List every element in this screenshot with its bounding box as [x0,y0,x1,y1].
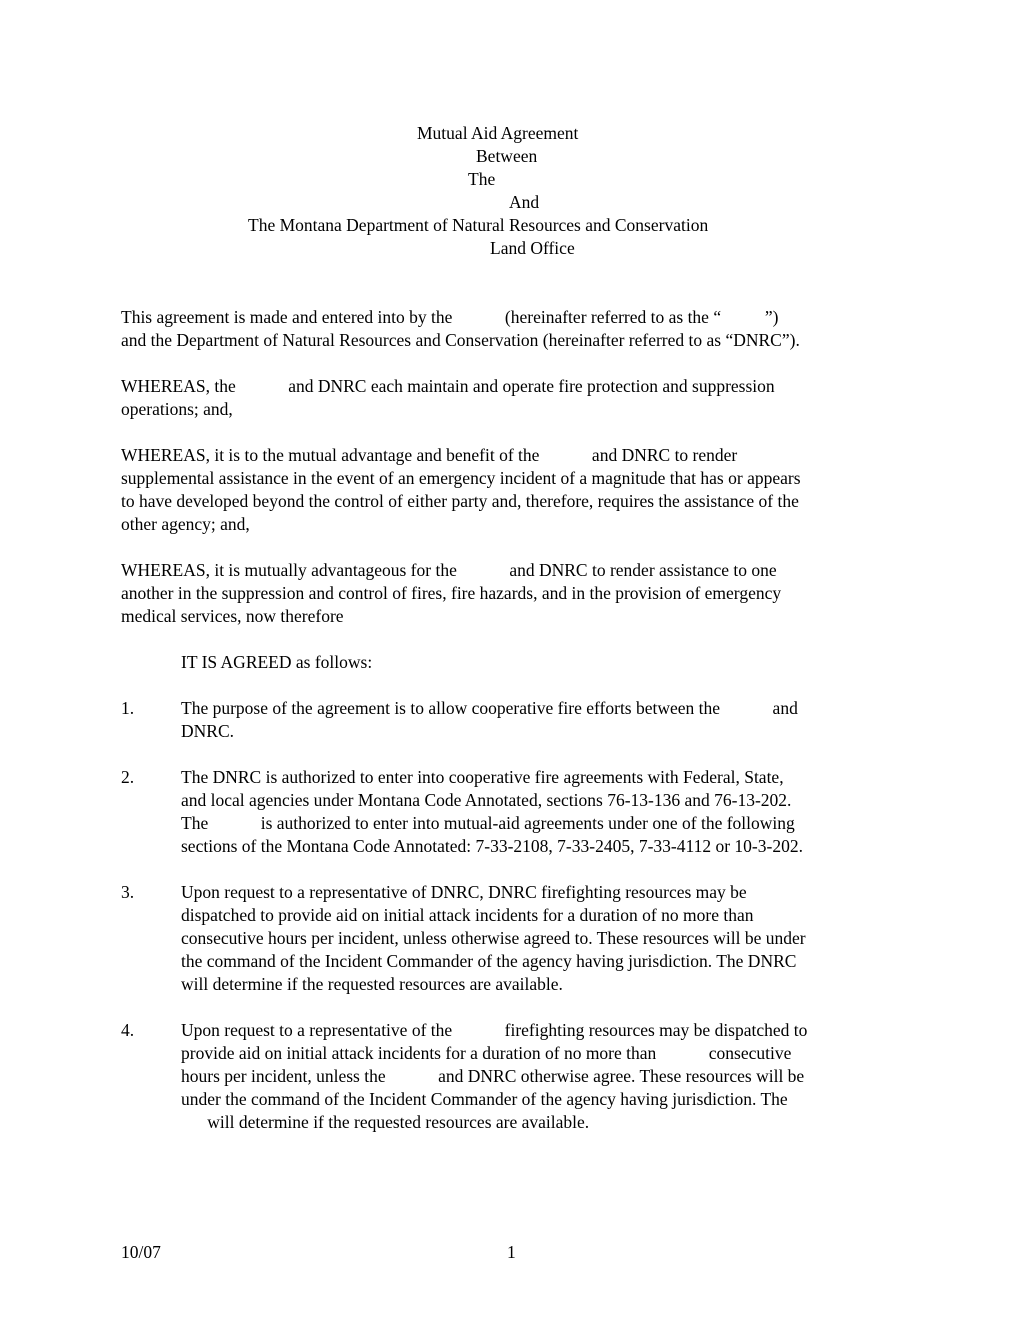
item-number: 1. [121,698,135,718]
item-text-line: Upon request to a representative of the firefighting resources may be dispatched to [181,1020,808,1040]
title-line-3: The [468,169,496,189]
whereas-paragraph-line: another in the suppression and control of fires, fire hazards, and in the provision of emergency [121,583,782,603]
footer-date: 10/07 [121,1242,161,1262]
item-text-line: dispatched to provide aid on initial attack incidents for a duration of no more than [181,905,754,925]
item-number: 3. [121,882,135,902]
item-text-line: The is authorized to enter into mutual-aid agreements under one of the following [181,813,795,833]
whereas-paragraph-line: WHEREAS, it is to the mutual advantage and benefit of the and DNRC to render [121,445,738,465]
item-text-line: and local agencies under Montana Code Annotated, sections 76-13-136 and 76-13-202. [181,790,792,810]
item-text-line: DNRC. [181,721,234,741]
item-text-line: under the command of the Incident Commander of the agency having jurisdiction. The [181,1089,788,1109]
title-line-4: And [509,192,540,212]
whereas-paragraph-line: medical services, now therefore [121,606,344,626]
item-text-line: the command of the Incident Commander of the agency having jurisdiction. The DNRC [181,951,797,971]
whereas-paragraph-line: WHEREAS, the and DNRC each maintain and operate fire protection and suppression [121,376,775,396]
item-text-line: provide aid on initial attack incidents for a duration of no more than consecutive [181,1043,792,1063]
item-text-line: hours per incident, unless the and DNRC otherwise agree. These resources will be [181,1066,805,1086]
item-text-line: will determine if the requested resources are available. [181,1112,590,1132]
item-text-line: The DNRC is authorized to enter into cooperative fire agreements with Federal, State, [181,767,784,787]
item-number: 4. [121,1020,135,1040]
item-text-line: The purpose of the agreement is to allow cooperative fire efforts between the and [181,698,798,718]
whereas-paragraph-line: to have developed beyond the control of either party and, therefore, requires the assistance of the [121,491,799,511]
title-line-1: Mutual Aid Agreement [417,123,579,143]
item-text-line: sections of the Montana Code Annotated: 7-33-2108, 7-33-2405, 7-33-4112 or 10-3-202. [181,836,803,856]
whereas-paragraph-line: operations; and, [121,399,233,419]
whereas-paragraph-line: other agency; and, [121,514,250,534]
item-text-line: Upon request to a representative of DNRC, DNRC firefighting resources may be [181,882,747,902]
intro-paragraph-line: and the Department of Natural Resources and Conservation (hereinafter referred to as “DNRC”). [121,330,800,350]
title-line-5: The Montana Department of Natural Resources and Conservation [248,215,709,235]
title-line-6: Land Office [490,238,575,258]
page-number: 1 [507,1242,516,1262]
item-text-line: consecutive hours per incident, unless otherwise agreed to. These resources will be under [181,928,806,948]
whereas-paragraph-line: WHEREAS, it is mutually advantageous for the and DNRC to render assistance to one [121,560,777,580]
item-text-line: will determine if the requested resources are available. [181,974,563,994]
title-line-2: Between [476,146,538,166]
item-number: 2. [121,767,135,787]
agreed-heading: IT IS AGREED as follows: [181,652,373,672]
intro-paragraph-line: This agreement is made and entered into by the (hereinafter referred to as the “ ”) [121,307,779,327]
whereas-paragraph-line: supplemental assistance in the event of an emergency incident of a magnitude that has or appears [121,468,801,488]
